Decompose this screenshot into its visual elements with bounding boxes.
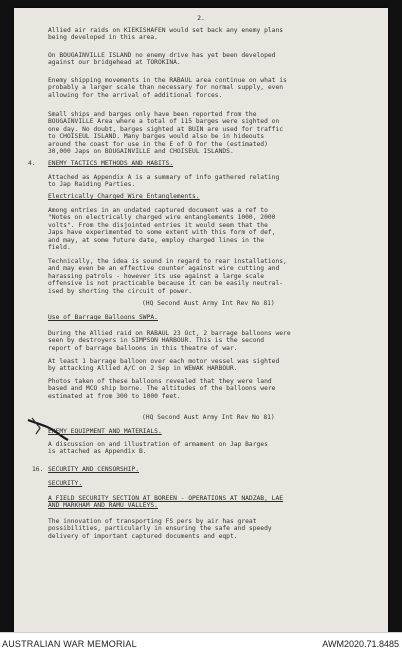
institution-name: AUSTRALIAN WAR MEMORIAL <box>2 639 137 649</box>
heading-field-security-section: A FIELD SECURITY SECTION AT BOREEN - OPERATIONS AT NADZAB, LAE AND MARKHAM AND RAMU VALLEYS. <box>48 495 284 510</box>
heading-security-censorship: SECURITY AND CENSORSHIP. <box>48 466 139 473</box>
paragraph-rabaul-balloons: During the Allied raid on RABAUL 23 Oct, 2 barrage balloons were seen by destroyers in SIMPSON HARBOUR. This is the second report of barrage balloons in this theatre of war. <box>48 330 291 352</box>
paragraph-electric-wire: Among entries in an undated captured document was a ref to "Notes on electrically charged wire entanglements 1000, 2000 volts". From the disjointed entries it would seem that the Japs have experimented to some extent with this form of def, and may, at some future date, employ charged lines in the field. <box>48 207 276 252</box>
paragraph-technically: Technically, the idea is sound in regard to rear installations, and may even be an effective counter against wire cutting and harassing patrols - however its use against a large scale offensive is not practicable because it can be easily neutral- ised by shorting the circuit of power. <box>48 258 287 295</box>
paragraph-bougainville: On BOUGAINVILLE ISLAND no enemy drive has yet been developed against our bridgehead at TOROKINA. <box>48 52 276 67</box>
heading-enemy-tactics: ENEMY TACTICS METHODS AND HABITS. <box>48 160 174 167</box>
section-number-16: 16. <box>32 466 44 473</box>
paragraph-balloon-photos: Photos taken of these balloons revealed that they were land based and MCO ship borne. The altitudes of the balloons were estimated at from 300 to 1000 feet. <box>48 378 276 400</box>
page-number: 2. <box>197 14 205 22</box>
paragraph-fs-transport: The innovation of transporting FS pers by air has great possibilities, particularly in ensuring the safe and speedy delivery of important captured documents and eqpt. <box>48 518 272 540</box>
source-citation-1: (HQ Second Aust Army Int Rev No 81) <box>142 300 275 307</box>
paragraph-wewak-balloon: At least 1 barrage balloon over each motor vessel was sighted by attacking Allied A/C on 2 Sep in WEWAK HARBOUR. <box>48 358 280 373</box>
archive-footer <box>0 632 402 654</box>
heading-electric-wire: Electrically Charged Wire Entanglements. <box>48 193 200 200</box>
paragraph-jap-barges: A discussion on and illustration of armament on Jap Barges is attached as Appendix B. <box>48 441 268 456</box>
paragraph-air-raids: Allied air raids on KIEKISHAFEN would set back any enemy plans being developed in this area. <box>48 27 284 42</box>
accession-number: AWM2020.71.8485 <box>322 639 399 649</box>
heading-security: SECURITY. <box>48 480 83 487</box>
paragraph-enemy-shipping: Enemy shipping movements in the RABAUL area continue on what is probably a larger scale than necessary for normal supply, even allowing for the arrival of additional forces. <box>48 77 287 99</box>
heading-barrage-balloons: Use of Barrage Balloons SWPA. <box>48 314 158 321</box>
heading-enemy-equipment: ENEMY EQUIPMENT AND MATERIALS. <box>48 428 162 435</box>
section-number-4: 4. <box>28 160 36 167</box>
paragraph-small-ships: Small ships and barges only have been reported from the BOUGAINVILLE Area where a total of 115 barges were sighted on one day. No doubt, barges sighted at BUIN are used for traffic to CHOISEUL ISLAND. Many barges would also be in hideouts around the coast for use in the E of O for the (estimated) 30,000 Japs on BOUGAINVILLE and CHOISEUL ISLANDS. <box>48 111 284 156</box>
source-citation-2: (HQ Second Aust Army Int Rev No 81) <box>142 414 275 421</box>
document-page <box>14 8 388 632</box>
paragraph-appendix-a: Attached as Appendix A is a summary of info gathered relating to Jap Raiding Parties. <box>48 174 280 189</box>
